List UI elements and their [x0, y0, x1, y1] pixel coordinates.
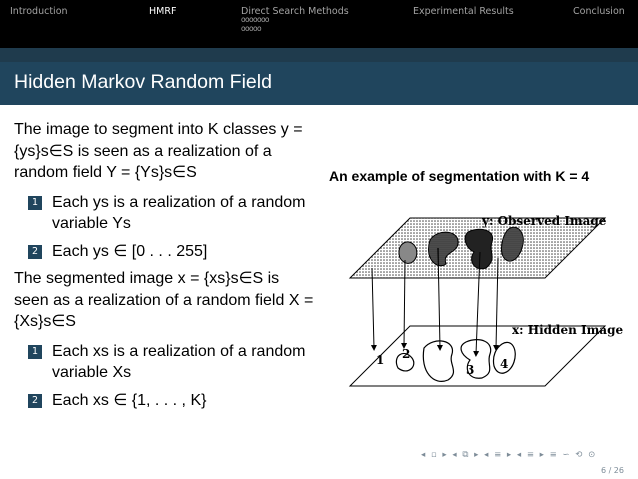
list-observed-properties: [14, 192, 314, 263]
list-number-badge: 2: [28, 394, 42, 408]
list-item: [14, 341, 314, 384]
slide-title-bar: [0, 62, 638, 105]
region-label-3: 3: [466, 363, 475, 377]
projection-arrow-1: [372, 268, 374, 348]
list-item-text: Each ys is a realization of a random variable Ys: [52, 193, 306, 232]
list-hidden-properties: [14, 341, 314, 412]
nav-section-introduction[interactable]: Introduction: [10, 6, 68, 17]
observed-image-label: y: Observed Image: [482, 214, 607, 228]
figure-caption: An example of segmentation with K = 4: [329, 168, 590, 184]
list-item: [14, 241, 314, 263]
list-item-text: Each xs is a realization of a random variable Xs: [52, 342, 306, 381]
list-item-text: Each xs ∈ {1, . . . , K}: [52, 391, 207, 409]
header-band: [0, 48, 638, 62]
region-label-1: 1: [376, 353, 385, 367]
region-label-2: 2: [402, 347, 411, 361]
slide-body-text: [14, 119, 314, 417]
nav-section-conclusion[interactable]: Conclusion: [573, 6, 625, 17]
hidden-image-label: x: Hidden Image: [512, 323, 624, 337]
nav-section-experimental-results[interactable]: Experimental Results: [413, 6, 514, 17]
nav-section-direct-search-methods[interactable]: Direct Search Methods: [241, 6, 349, 17]
list-number-badge: 1: [28, 345, 42, 359]
list-item-text: Each ys ∈ [0 . . . 255]: [52, 242, 208, 260]
page-number: 6 / 26: [600, 466, 624, 475]
list-number-badge: 1: [28, 196, 42, 210]
beamer-navigation-controls[interactable]: ◂ ▫ ▸ ◂ ⧉ ▸ ◂ ≡ ▸ ◂ ≡ ▸ ≡ ∽ ⟲ ⊙: [421, 450, 597, 460]
progress-dots-row-1[interactable]: ooooooo: [241, 15, 269, 24]
paragraph-segmented-image: The segmented image x = {xs}s∈S is seen as a realization of a random field X = {Xs}s∈S: [14, 270, 314, 330]
region-label-4: 4: [500, 357, 509, 371]
paragraph-observed-image: The image to segment into K classes y = {ys}s∈S is seen as a realization of a random field Y = {Ys}s∈S: [14, 121, 303, 181]
list-number-badge: 2: [28, 245, 42, 259]
list-item: [14, 390, 314, 412]
progress-dots-row-2[interactable]: ooooo: [241, 24, 261, 33]
top-navigation-bar: [0, 0, 638, 48]
list-item: [14, 192, 314, 235]
segmentation-diagram: [320, 208, 630, 408]
slide-title: Hidden Markov Random Field: [14, 71, 272, 93]
nav-section-hmrf[interactable]: HMRF: [149, 6, 177, 17]
observed-region-1-blob: [399, 242, 417, 264]
